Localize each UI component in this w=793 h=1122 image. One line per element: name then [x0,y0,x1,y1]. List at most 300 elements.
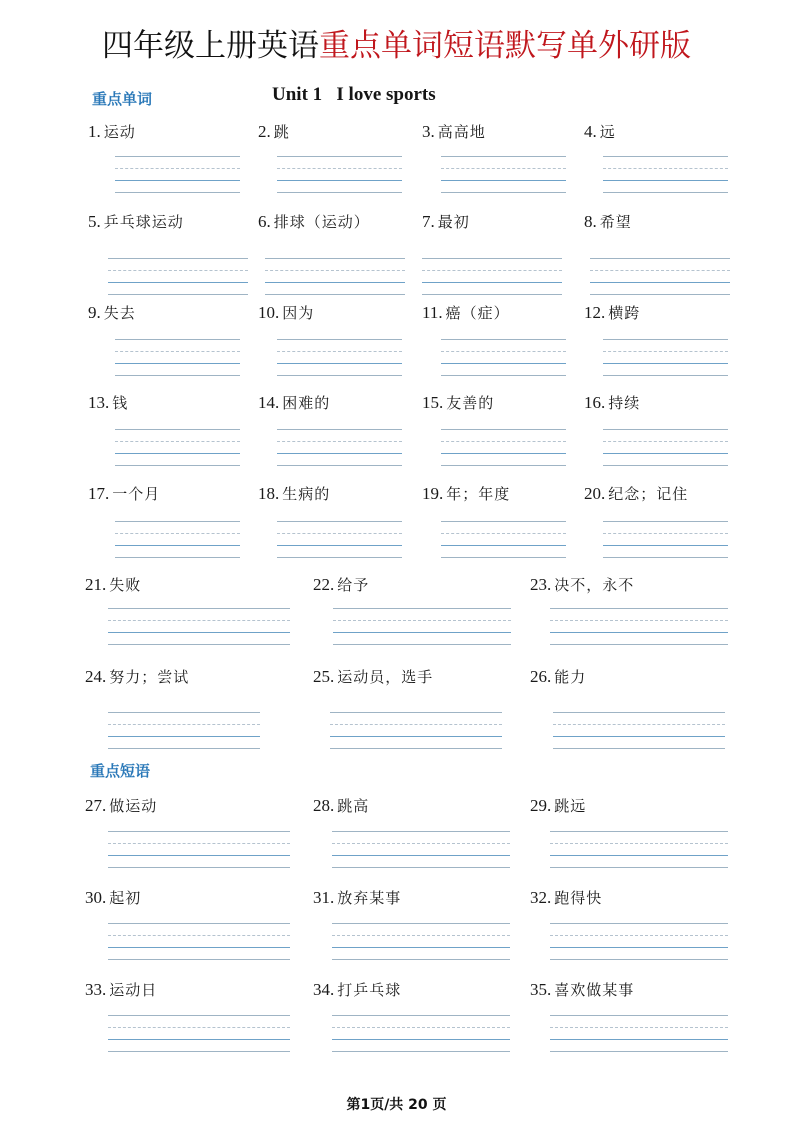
dashed-guide-line [277,351,402,352]
item-prompt [422,484,510,504]
writing-lines-answer-field[interactable] [332,831,510,869]
item-number: 24. [85,667,107,686]
solid-guide-line [441,180,566,181]
word-item [584,212,632,232]
item-prompt [85,888,141,908]
item-prompt [88,303,136,323]
item-chinese-meaning: 困难的 [282,394,331,412]
dashed-guide-line [108,724,260,725]
item-number: 19. [422,484,444,503]
writing-lines-answer-field[interactable] [108,923,290,961]
item-chinese-meaning: 一个月 [112,485,161,503]
solid-guide-line [550,608,728,609]
writing-lines-answer-field[interactable] [550,608,728,646]
section-label-key-words: 重点单词 [92,90,153,108]
item-number: 26. [530,667,552,686]
solid-guide-line [550,644,728,645]
solid-guide-line [108,736,260,737]
solid-guide-line [115,557,240,558]
solid-guide-line [277,156,402,157]
solid-guide-line [332,1051,510,1052]
solid-guide-line [277,521,402,522]
item-chinese-meaning: 纪念；记住 [608,485,689,503]
solid-guide-line [441,557,566,558]
writing-lines-answer-field[interactable] [441,429,566,467]
word-item [88,212,184,232]
solid-guide-line [115,465,240,466]
solid-guide-line [550,1039,728,1040]
solid-guide-line [332,959,510,960]
dashed-guide-line [441,351,566,352]
solid-guide-line [277,192,402,193]
writing-lines-answer-field[interactable] [422,258,562,296]
solid-guide-line [115,180,240,181]
item-prompt [85,667,189,687]
solid-guide-line [603,545,728,546]
item-chinese-meaning: 跳 [273,123,290,141]
dashed-guide-line [550,935,728,936]
item-number: 16. [584,393,606,412]
solid-guide-line [422,258,562,259]
dashed-guide-line [115,533,240,534]
writing-lines-answer-field[interactable] [441,339,566,377]
phrase-item [313,796,369,816]
solid-guide-line [553,748,725,749]
dashed-guide-line [333,620,511,621]
solid-guide-line [115,521,240,522]
item-number: 34. [313,980,335,999]
solid-guide-line [590,294,730,295]
item-number: 18. [258,484,280,503]
solid-guide-line [550,831,728,832]
solid-guide-line [603,557,728,558]
item-number: 10. [258,303,280,322]
item-chinese-meaning: 乒乓球运动 [103,213,184,231]
item-number: 22. [313,575,335,594]
item-number: 12. [584,303,606,322]
dashed-guide-line [277,168,402,169]
dashed-guide-line [603,168,728,169]
item-prompt [530,667,586,687]
item-number: 3. [422,122,435,141]
solid-guide-line [108,1039,290,1040]
item-number: 35. [530,980,552,999]
solid-guide-line [550,959,728,960]
solid-guide-line [108,1015,290,1016]
item-prompt [258,393,330,413]
writing-lines-answer-field[interactable] [108,1015,290,1053]
solid-guide-line [330,748,502,749]
word-item [313,667,433,687]
solid-guide-line [550,947,728,948]
solid-guide-line [277,180,402,181]
word-item [85,575,141,595]
solid-guide-line [441,453,566,454]
phrase-item [85,796,157,816]
dashed-guide-line [550,620,728,621]
item-prompt [85,575,141,595]
phrase-item [313,980,401,1000]
solid-guide-line [441,363,566,364]
solid-guide-line [108,632,290,633]
dashed-guide-line [115,351,240,352]
item-prompt [584,484,688,504]
item-prompt [422,212,470,232]
item-prompt [258,122,290,142]
item-number: 11. [422,303,443,322]
item-prompt [258,303,314,323]
item-number: 28. [313,796,335,815]
writing-lines-answer-field[interactable] [603,521,728,559]
item-chinese-meaning: 远 [599,123,616,141]
solid-guide-line [332,923,510,924]
word-item [584,393,640,413]
item-chinese-meaning: 最初 [437,213,470,231]
item-chinese-meaning: 横跨 [608,304,641,322]
item-number: 5. [88,212,101,231]
solid-guide-line [108,258,248,259]
solid-guide-line [603,363,728,364]
solid-guide-line [108,959,290,960]
writing-lines-answer-field[interactable] [441,521,566,559]
item-number: 25. [313,667,335,686]
writing-lines-answer-field[interactable] [265,258,405,296]
item-chinese-meaning: 放弃某事 [337,889,402,907]
writing-lines-answer-field[interactable] [115,156,240,194]
item-chinese-meaning: 失去 [103,304,136,322]
solid-guide-line [277,339,402,340]
item-chinese-meaning: 努力；尝试 [109,668,190,686]
phrase-item [530,888,602,908]
phrase-item [85,888,141,908]
solid-guide-line [115,375,240,376]
writing-lines-answer-field[interactable] [277,339,402,377]
item-prompt [530,575,634,595]
writing-lines-answer-field[interactable] [108,831,290,869]
solid-guide-line [332,1015,510,1016]
writing-lines-answer-field[interactable] [108,258,248,296]
dashed-guide-line [550,843,728,844]
dashed-guide-line [441,533,566,534]
word-item [88,122,136,142]
dashed-guide-line [115,168,240,169]
item-prompt [530,888,602,908]
item-chinese-meaning: 跳高 [337,797,370,815]
writing-lines-answer-field[interactable] [115,521,240,559]
item-number: 32. [530,888,552,907]
word-item [422,484,510,504]
word-item [584,122,616,142]
dashed-guide-line [332,935,510,936]
solid-guide-line [115,363,240,364]
writing-lines-answer-field[interactable] [550,1015,728,1053]
item-number: 23. [530,575,552,594]
solid-guide-line [441,521,566,522]
item-chinese-meaning: 持续 [608,394,641,412]
page-number: 第1页/共 20 页 [346,1097,447,1113]
solid-guide-line [265,258,405,259]
item-chinese-meaning: 决不，永不 [554,576,635,594]
word-item [88,484,160,504]
writing-lines-answer-field[interactable] [441,156,566,194]
solid-guide-line [108,712,260,713]
item-prompt [584,303,640,323]
dashed-guide-line [108,935,290,936]
solid-guide-line [553,712,725,713]
solid-guide-line [603,156,728,157]
title-grade-part: 四年级上册英语 [102,28,319,64]
solid-guide-line [550,1015,728,1016]
writing-lines-answer-field[interactable] [603,156,728,194]
writing-lines-answer-field[interactable] [277,521,402,559]
solid-guide-line [441,339,566,340]
solid-guide-line [330,736,502,737]
solid-guide-line [603,453,728,454]
solid-guide-line [422,282,562,283]
dashed-guide-line [330,724,502,725]
word-item [258,393,330,413]
solid-guide-line [603,192,728,193]
writing-lines-answer-field[interactable] [332,1015,510,1053]
solid-guide-line [108,282,248,283]
word-item [258,303,314,323]
item-number: 9. [88,303,101,322]
item-number: 14. [258,393,280,412]
writing-lines-answer-field[interactable] [115,339,240,377]
writing-lines-answer-field[interactable] [603,429,728,467]
solid-guide-line [603,180,728,181]
solid-guide-line [277,363,402,364]
word-item [258,484,330,504]
item-chinese-meaning: 运动 [103,123,136,141]
dashed-guide-line [277,533,402,534]
word-item [258,122,290,142]
solid-guide-line [108,831,290,832]
item-chinese-meaning: 因为 [282,304,315,322]
writing-lines-answer-field[interactable] [277,156,402,194]
item-chinese-meaning: 起初 [109,889,142,907]
item-number: 6. [258,212,271,231]
solid-guide-line [590,282,730,283]
item-prompt [422,393,494,413]
dashed-guide-line [277,441,402,442]
word-item [584,303,640,323]
item-chinese-meaning: 年；年度 [446,485,511,503]
writing-lines-answer-field[interactable] [108,608,290,646]
item-prompt [313,980,401,1000]
item-number: 31. [313,888,335,907]
solid-guide-line [330,712,502,713]
item-number: 29. [530,796,552,815]
solid-guide-line [277,375,402,376]
word-item [85,667,189,687]
writing-lines-answer-field[interactable] [108,712,260,750]
dashed-guide-line [550,1027,728,1028]
title-worksheet-part: 重点单词短语默写单外研版 [319,28,691,64]
item-prompt [313,888,401,908]
solid-guide-line [333,644,511,645]
writing-lines-answer-field[interactable] [332,923,510,961]
solid-guide-line [332,855,510,856]
word-item [530,575,634,595]
solid-guide-line [115,192,240,193]
item-prompt [313,575,369,595]
item-chinese-meaning: 排球（运动） [273,213,370,231]
item-number: 27. [85,796,107,815]
page-title [0,26,793,66]
item-chinese-meaning: 做运动 [109,797,158,815]
item-prompt [88,484,160,504]
word-item [313,575,369,595]
solid-guide-line [550,1051,728,1052]
solid-guide-line [333,608,511,609]
word-item [422,122,486,142]
solid-guide-line [603,465,728,466]
solid-guide-line [603,429,728,430]
solid-guide-line [422,294,562,295]
writing-lines-answer-field[interactable] [277,429,402,467]
item-prompt [422,122,486,142]
item-number: 2. [258,122,271,141]
solid-guide-line [332,867,510,868]
item-prompt [85,980,157,1000]
solid-guide-line [277,545,402,546]
item-prompt [530,796,586,816]
word-item [584,484,688,504]
solid-guide-line [332,1039,510,1040]
item-chinese-meaning: 运动员，选手 [337,668,434,686]
writing-lines-answer-field[interactable] [550,831,728,869]
item-chinese-meaning: 运动日 [109,981,158,999]
solid-guide-line [115,429,240,430]
dashed-guide-line [108,843,290,844]
item-prompt [530,980,634,1000]
item-number: 21. [85,575,107,594]
dashed-guide-line [441,441,566,442]
solid-guide-line [603,375,728,376]
item-prompt [258,484,330,504]
solid-guide-line [553,736,725,737]
dashed-guide-line [265,270,405,271]
dashed-guide-line [603,441,728,442]
item-prompt [313,667,433,687]
writing-lines-answer-field[interactable] [550,923,728,961]
solid-guide-line [115,156,240,157]
phrase-item [313,888,401,908]
item-chinese-meaning: 失败 [109,576,142,594]
solid-guide-line [441,545,566,546]
item-chinese-meaning: 癌（症） [445,304,510,322]
solid-guide-line [265,282,405,283]
word-item [88,303,136,323]
solid-guide-line [441,375,566,376]
solid-guide-line [441,465,566,466]
item-chinese-meaning: 希望 [599,213,632,231]
word-item [88,393,128,413]
item-chinese-meaning: 生病的 [282,485,331,503]
item-prompt [313,796,369,816]
word-item [422,212,470,232]
item-prompt [584,393,640,413]
solid-guide-line [277,429,402,430]
solid-guide-line [108,947,290,948]
writing-lines-answer-field[interactable] [590,258,730,296]
item-number: 13. [88,393,110,412]
solid-guide-line [108,855,290,856]
solid-guide-line [265,294,405,295]
item-number: 20. [584,484,606,503]
solid-guide-line [550,923,728,924]
word-item [530,667,586,687]
solid-guide-line [441,192,566,193]
item-chinese-meaning: 喜欢做某事 [554,981,635,999]
solid-guide-line [277,465,402,466]
dashed-guide-line [332,843,510,844]
item-prompt [85,796,157,816]
writing-lines-answer-field[interactable] [333,608,511,646]
solid-guide-line [115,339,240,340]
item-number: 15. [422,393,444,412]
dashed-guide-line [590,270,730,271]
solid-guide-line [115,453,240,454]
dashed-guide-line [332,1027,510,1028]
writing-lines-answer-field[interactable] [330,712,502,750]
item-chinese-meaning: 给予 [337,576,370,594]
item-chinese-meaning: 高高地 [437,123,486,141]
item-number: 30. [85,888,107,907]
item-chinese-meaning: 跳远 [554,797,587,815]
item-chinese-meaning: 打乒乓球 [337,981,402,999]
phrase-item [530,980,634,1000]
solid-guide-line [441,429,566,430]
solid-guide-line [603,339,728,340]
item-prompt [88,122,136,142]
dashed-guide-line [553,724,725,725]
item-number: 8. [584,212,597,231]
item-number: 17. [88,484,110,503]
item-chinese-meaning: 能力 [554,668,587,686]
dashed-guide-line [108,270,248,271]
solid-guide-line [277,557,402,558]
word-item [422,303,510,323]
solid-guide-line [333,632,511,633]
dashed-guide-line [108,620,290,621]
item-number: 4. [584,122,597,141]
writing-lines-answer-field[interactable] [115,429,240,467]
word-item [258,212,370,232]
solid-guide-line [115,545,240,546]
solid-guide-line [108,294,248,295]
item-prompt [88,393,128,413]
solid-guide-line [108,923,290,924]
writing-lines-answer-field[interactable] [603,339,728,377]
item-prompt [422,303,510,323]
dashed-guide-line [441,168,566,169]
solid-guide-line [108,644,290,645]
solid-guide-line [108,867,290,868]
solid-guide-line [441,156,566,157]
writing-lines-answer-field[interactable] [553,712,725,750]
word-item [422,393,494,413]
item-chinese-meaning: 友善的 [446,394,495,412]
phrase-item [85,980,157,1000]
item-number: 7. [422,212,435,231]
phrase-item [530,796,586,816]
solid-guide-line [108,748,260,749]
solid-guide-line [590,258,730,259]
solid-guide-line [550,867,728,868]
item-number: 33. [85,980,107,999]
